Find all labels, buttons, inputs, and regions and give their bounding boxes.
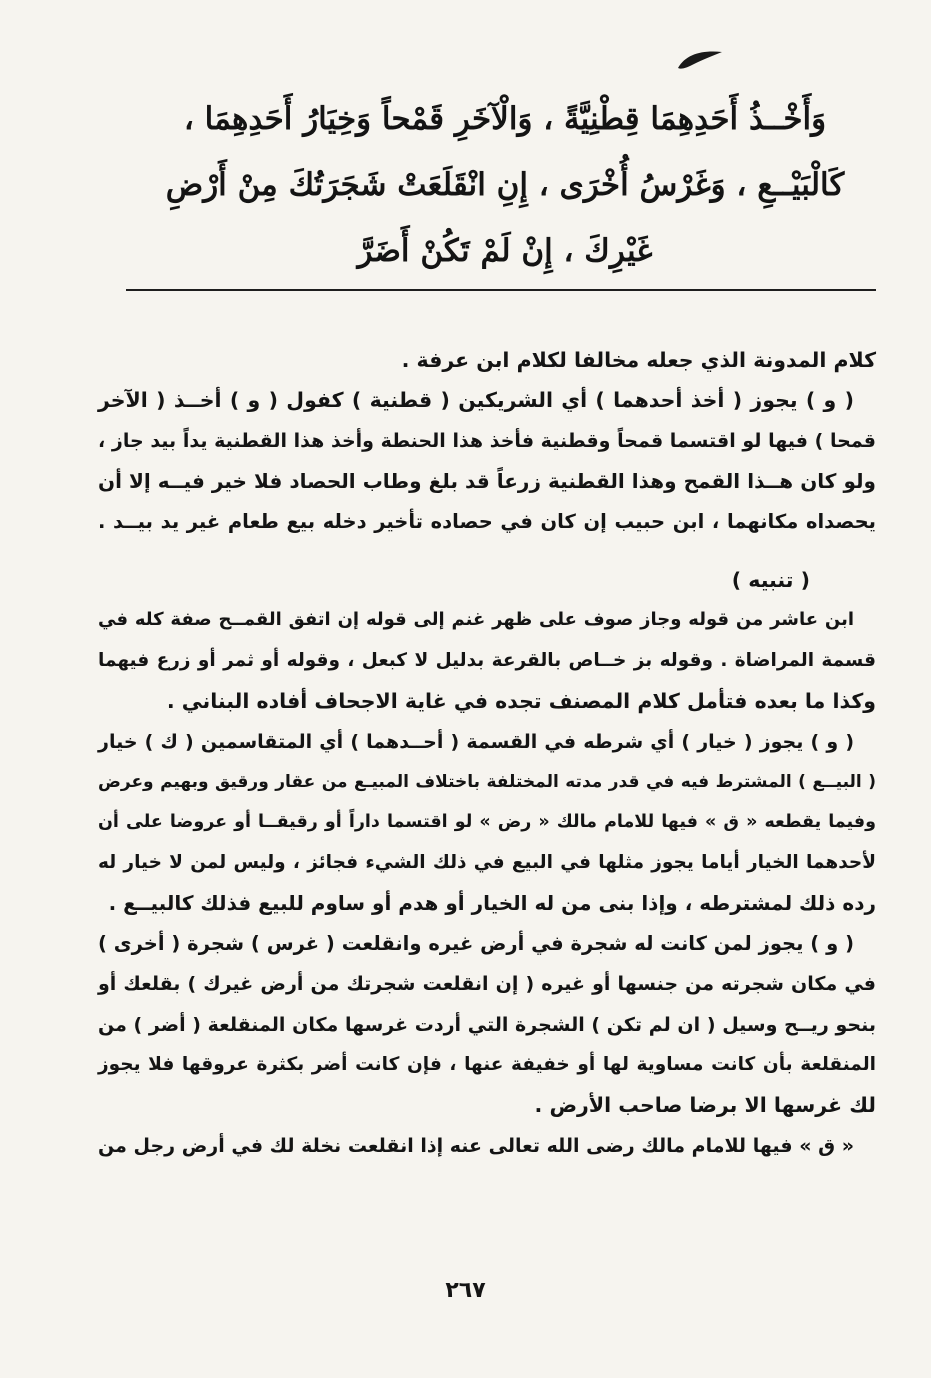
commentary-line: قمحا ) فيها لو اقتسما قمحاً وقطنية فأخذ هذا الحنطة وأخذ هذا القطنية يداً بيد جاز ، (98, 429, 876, 452)
commentary-line: وكذا ما بعده فتأمل كلام المصنف تجده في غاية الاجحاف أفاده البناني . (166, 689, 876, 714)
commentary-line: ( و ) يجوز ( خيار ) أي شرطه في القسمة ( أحــدهما ) أي المتقاسمين ( ك ) خيار (98, 730, 854, 753)
commentary-line: بنحو ريــح وسيل ( ان لم تكن ) الشجرة التي أردت غرسها مكان المنقلعة ( أضر ) من (98, 1013, 876, 1036)
commentary-line: المنقلعة بأن كانت مساوية لها أو خفيفة عنها ، فإن كانت أضر بكثرة عروقها فلا يجوز (98, 1053, 876, 1075)
matn-line: وَأَخْــذُ أَحَدِهِمَا قِطْنِيَّةً ، وَالْآخَرِ قَمْحاً وَخِيَارُ أَحَدِهِمَا ، (183, 101, 827, 137)
matn-line: كَالْبَيْــعِ ، وَغَرْسُ أُخْرَى ، إِنِ انْقَلَعَتْ شَجَرَتُكَ مِنْ أَرْضِ (165, 167, 845, 203)
commentary-line: ( و ) يجوز ( أخذ أحدهما ) أي الشريكين ( قطنية ) كفول ( و ) أخــذ ( الآخر (98, 388, 854, 413)
commentary-line: « ق » فيها للامام مالك رضى الله تعالى عنه إذا انقلعت نخلة لك في أرض رجل من (98, 1134, 854, 1157)
commentary-text (98, 340, 876, 1166)
commentary-line: ابن عاشر من قوله وجاز صوف على ظهر غنم إلى قوله إن اتفق القمــح صفة كله في (98, 609, 854, 631)
ink-blot (676, 48, 724, 70)
matn-line: غَيْرِكَ ، إِنْ لَمْ تَكُنْ أَضَرَّ (357, 233, 653, 269)
commentary-line: ( و ) يجوز لمن كانت له شجرة في أرض غيره وانقلعت ( غرس ) شجرة ( أخرى ) (98, 931, 854, 955)
commentary-line: قسمة المراضاة . وقوله بز خــاص بالقرعة بدليل لا كبعل ، وقوله أو ثمر أو زرع فيهما (98, 649, 876, 671)
commentary-line: في مكان شجرته من جنسها أو غيره ( إن انقلعت شجرتك من أرض غيرك ) بقلعك أو (98, 973, 876, 996)
page-number: ٢٦٧ (445, 1278, 486, 1303)
commentary-line: وفيما يقطعه « ق » فيها للامام مالك « رض » لو اقتسما داراً أو رقيقــا أو عروضا على أن (98, 812, 876, 833)
commentary-line: رده ذلك لمشترطه ، وإذا بنى من له الخيار أو هدم أو ساوم للبيع فذلك كالبيــع . (108, 891, 876, 916)
commentary-line: ( البيــع ) المشترط فيه في قدر مدته المختلفة باختلاف المبيـع من عقار ورقيق وبهيم وعرض (98, 772, 876, 793)
section-divider (126, 289, 876, 291)
matn-text (110, 86, 900, 284)
commentary-line: كلام المدونة الذي جعله مخالفا لكلام ابن عرفة . (401, 348, 876, 372)
commentary-line: يحصداه مكانهما ، ابن حبيب إن كان في حصاده تأخير دخله بيع طعام غير يد بيــد . (98, 509, 876, 533)
commentary-line: ولو كان هــذا القمح وهذا القطنية زرعاً قد بلغ وطاب الحصاد فلا خير فيــه إلا أن (98, 469, 876, 494)
commentary-heading: ( تنبيه ) (731, 568, 810, 593)
commentary-line: لأحدهما الخيار أياما يجوز مثلها في البيع في ذلك الشيء فجائز ، وليس لمن لا خيار له (98, 851, 876, 873)
commentary-line: لك غرسها الا برضا صاحب الأرض . (534, 1093, 876, 1118)
